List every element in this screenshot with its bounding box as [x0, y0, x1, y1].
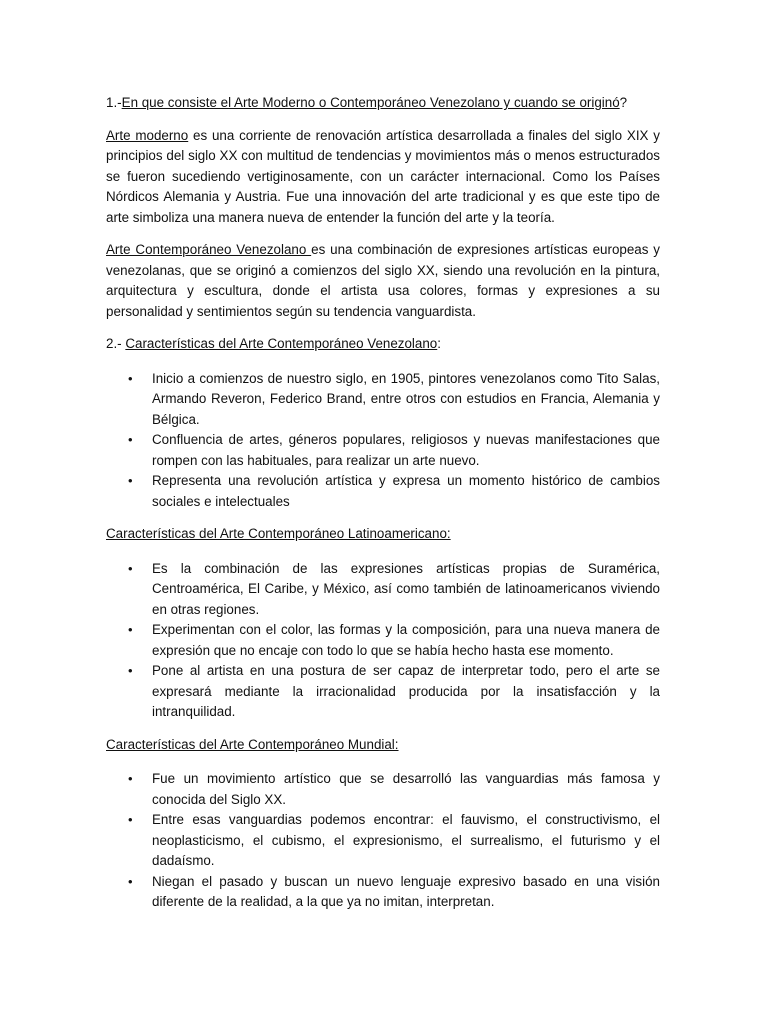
list-item-text: Niegan el pasado y buscan un nuevo lenguaje expresivo basado en una visión diferente de la realidad, a la que ya no imitan, interpretan. — [152, 873, 660, 909]
list-venezolano — [106, 369, 660, 513]
bullet-icon: • — [128, 432, 133, 447]
list-item — [106, 369, 660, 431]
heading-mundial: Características del Arte Contemporáneo Mundial: — [106, 736, 399, 752]
question-1-mark: ? — [619, 95, 628, 110]
list-item — [106, 430, 660, 471]
list-item-text: Entre esas vanguardias podemos encontrar: el fauvismo, el constructivismo, el neoplasticismo, el cubismo, el expresionismo, el surrealismo, el futurismo y el dadaísmo. — [152, 812, 660, 868]
paragraph-arte-moderno — [106, 126, 660, 229]
list-item-text: Experimentan con el color, las formas y la composición, para una nueva manera de expresión que no encaje con todo lo que se había hecho hasta ese momento. — [152, 622, 660, 658]
paragraph-arte-venezolano-lead: Arte Contemporáneo Venezolano — [106, 242, 312, 257]
list-item — [106, 471, 660, 512]
bullet-icon: • — [128, 473, 133, 488]
list-item-text: Confluencia de artes, géneros populares, religiosos y nuevas manifestaciones que rompen con las habituales, para realizar un arte nuevo. — [152, 432, 660, 468]
bullet-icon: • — [128, 560, 133, 576]
list-item — [106, 620, 660, 661]
paragraph-arte-moderno-body: es una corriente de renovación artística desarrollada a finales del siglo XIX y principios del siglo XX con multitud de tendencias y movimientos más o menos estructurados se fueron sucediendo vertiginosamente, con un carácter internacional. Como los Países Nórdicos Alemania y Austria. Fue una innovación del arte tradicional y es que este tipo de arte simboliza una manera nueva de entender la función del arte y la teoría. — [106, 127, 660, 225]
list-item — [106, 559, 660, 621]
list-item-text: Inicio a comienzos de nuestro siglo, en 1905, pintores venezolanos como Tito Salas, Armando Reveron, Federico Brand, entre otros con estudios en Francia, Alemania y Bélgica. — [152, 370, 660, 427]
list-item — [106, 769, 660, 810]
question-1 — [106, 93, 660, 114]
list-item — [106, 810, 660, 872]
list-item-text: Fue un movimiento artístico que se desarrolló las vanguardias más famosa y conocida del Siglo XX. — [152, 771, 660, 807]
list-latinoamericano — [106, 559, 660, 723]
bullet-icon: • — [128, 873, 133, 889]
question-2-text: Características del Arte Contemporáneo Venezolano — [125, 336, 438, 351]
bullet-icon: • — [128, 812, 133, 827]
list-item — [106, 872, 660, 913]
heading-latinoamericano: Características del Arte Contemporáneo Latinoamericano: — [106, 526, 451, 541]
paragraph-arte-venezolano — [106, 240, 660, 322]
list-item-text: Representa una revolución artística y expresa un momento histórico de cambios sociales e intelectuales — [152, 473, 660, 509]
question-1-text: En que consiste el Arte Moderno o Contemporáneo Venezolano y cuando se originó — [121, 95, 620, 110]
bullet-icon: • — [128, 622, 133, 637]
question-2 — [106, 334, 660, 355]
paragraph-arte-venezolano-body: es una combinación de expresiones artísticas europeas y venezolanas, que se originó a comienzos del siglo XX, siendo una revolución en la pintura, arquitectura y escultura, donde el artista usa colores, formas y expresiones a su personalidad y sentimientos según su tendencia vanguardista. — [106, 242, 660, 319]
question-2-number: 2.- — [106, 336, 126, 351]
list-item — [106, 661, 660, 723]
question-1-number: 1.- — [106, 95, 122, 110]
bullet-icon: • — [128, 663, 133, 678]
question-2-colon: : — [437, 336, 441, 351]
list-item-text: Pone al artista en una postura de ser capaz de interpretar todo, pero el arte se expresará mediante la irracionalidad producida por la insatisfacción y la intranquilidad. — [152, 663, 660, 719]
paragraph-arte-moderno-lead: Arte moderno — [106, 127, 189, 143]
list-item-text: Es la combinación de las expresiones artísticas propias de Suramérica, Centroamérica, El Caribe, y México, así como también de latinoamericanos viviendo en otras regiones. — [152, 560, 660, 617]
bullet-icon: • — [128, 370, 133, 386]
bullet-icon: • — [128, 771, 133, 786]
list-mundial — [106, 769, 660, 913]
